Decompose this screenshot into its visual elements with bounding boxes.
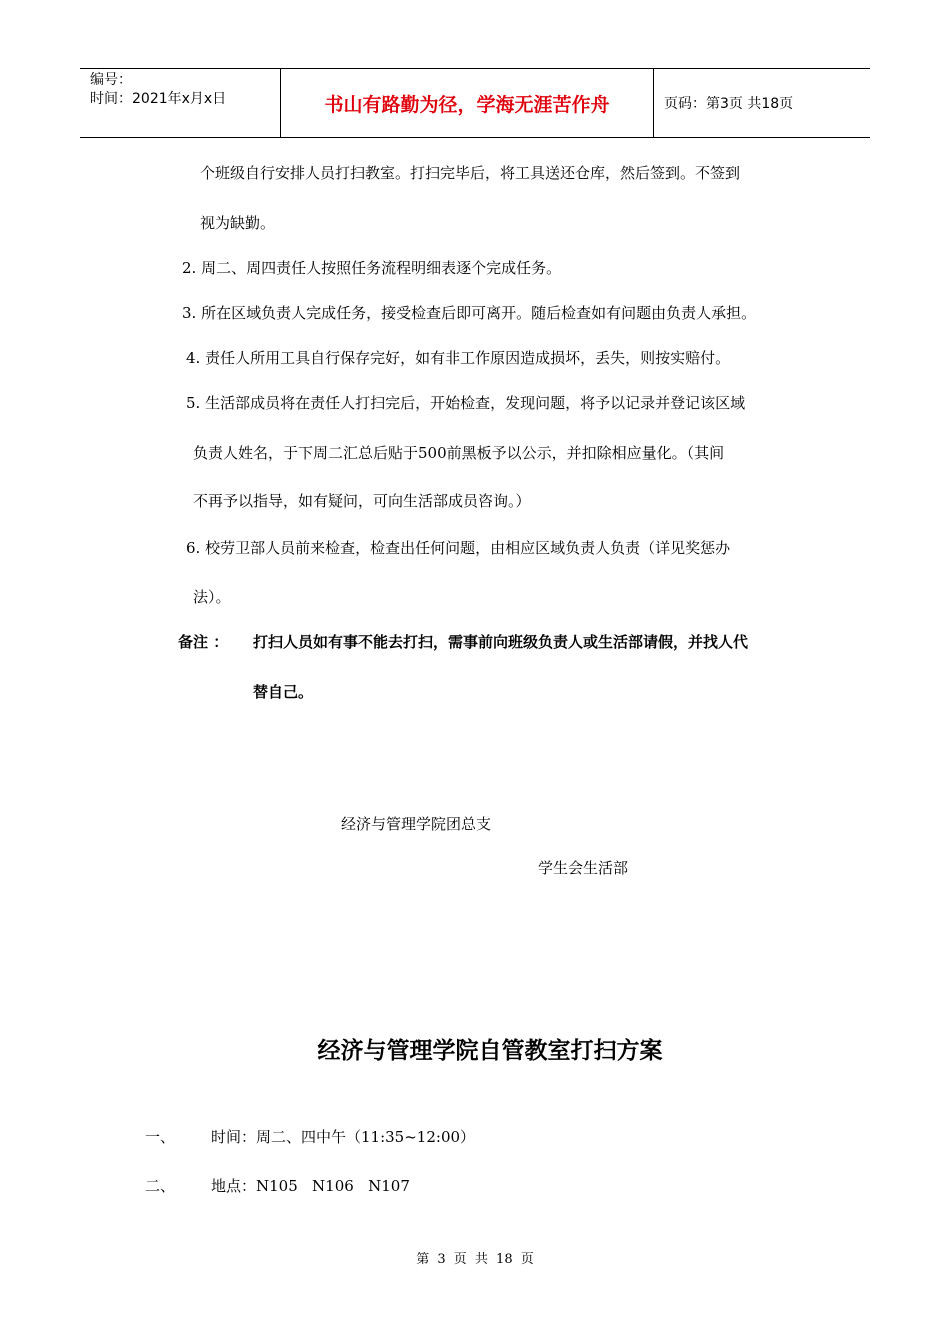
- document-header: [80, 68, 870, 138]
- list-item-2: 2. 周二、周四责任人按照任务流程明细表逐个完成任务。: [182, 259, 562, 277]
- list-item-6-line-1: 6. 校劳卫部人员前来检查，检查出任何问题，由相应区域负责人负责（详见奖惩办: [186, 539, 731, 557]
- list-item-5-line-2: 负责人姓名，于下周二汇总后贴于500前黑板予以公示，并扣除相应量化。（其间: [193, 444, 725, 462]
- paragraph-1-line-1: 个班级自行安排人员打扫教室。打扫完毕后，将工具送还仓库，然后签到。不签到: [200, 164, 741, 182]
- list-item-3: 3. 所在区域负责人完成任务，接受检查后即可离开。随后检查如有问题由负责人承担。: [182, 304, 757, 322]
- note-line-1: 打扫人员如有事不能去打扫，需事前向班级负责人或生活部请假，并找人代: [253, 633, 749, 651]
- header-slogan: 书山有路勤为径，学海无涯苦作舟: [281, 69, 654, 137]
- signature-organization: 经济与管理学院团总支: [341, 815, 492, 833]
- section-item-1-number: 一、: [145, 1128, 176, 1146]
- section-item-2-text: 地点：N105 N106 N107: [211, 1177, 410, 1195]
- page-footer: 第 3 页 共 18 页: [416, 1252, 534, 1267]
- section-item-2-number: 二、: [145, 1177, 176, 1195]
- paragraph-1-line-2: 视为缺勤。: [200, 214, 276, 232]
- list-item-6-line-2: 法）。: [193, 588, 231, 606]
- signature-department: 学生会生活部: [538, 859, 629, 877]
- list-item-5-line-3: 不再予以指导，如有疑问，可向生活部成员咨询。）: [193, 492, 531, 510]
- section-item-1-text: 时间：周二、四中午（11:35~12:00）: [211, 1128, 476, 1146]
- doc-time-label: 时间：2021年x月x日: [90, 91, 227, 107]
- header-page-label: 页码：第3页 共18页: [664, 96, 794, 112]
- note-line-2: 替自己。: [253, 683, 314, 701]
- list-item-5-line-1: 5. 生活部成员将在责任人打扫完后，开始检查，发现问题，将予以记录并登记该区域: [186, 394, 746, 412]
- section-title: 经济与管理学院自管教室打扫方案: [317, 1038, 663, 1064]
- note-label: 备注 ：: [178, 633, 229, 651]
- doc-number-label: 编号：: [90, 72, 132, 88]
- header-meta-cell: [80, 69, 281, 137]
- list-item-4: 4. 责任人所用工具自行保存完好，如有非工作原因造成损坏，丢失，则按实赔付。: [186, 349, 731, 367]
